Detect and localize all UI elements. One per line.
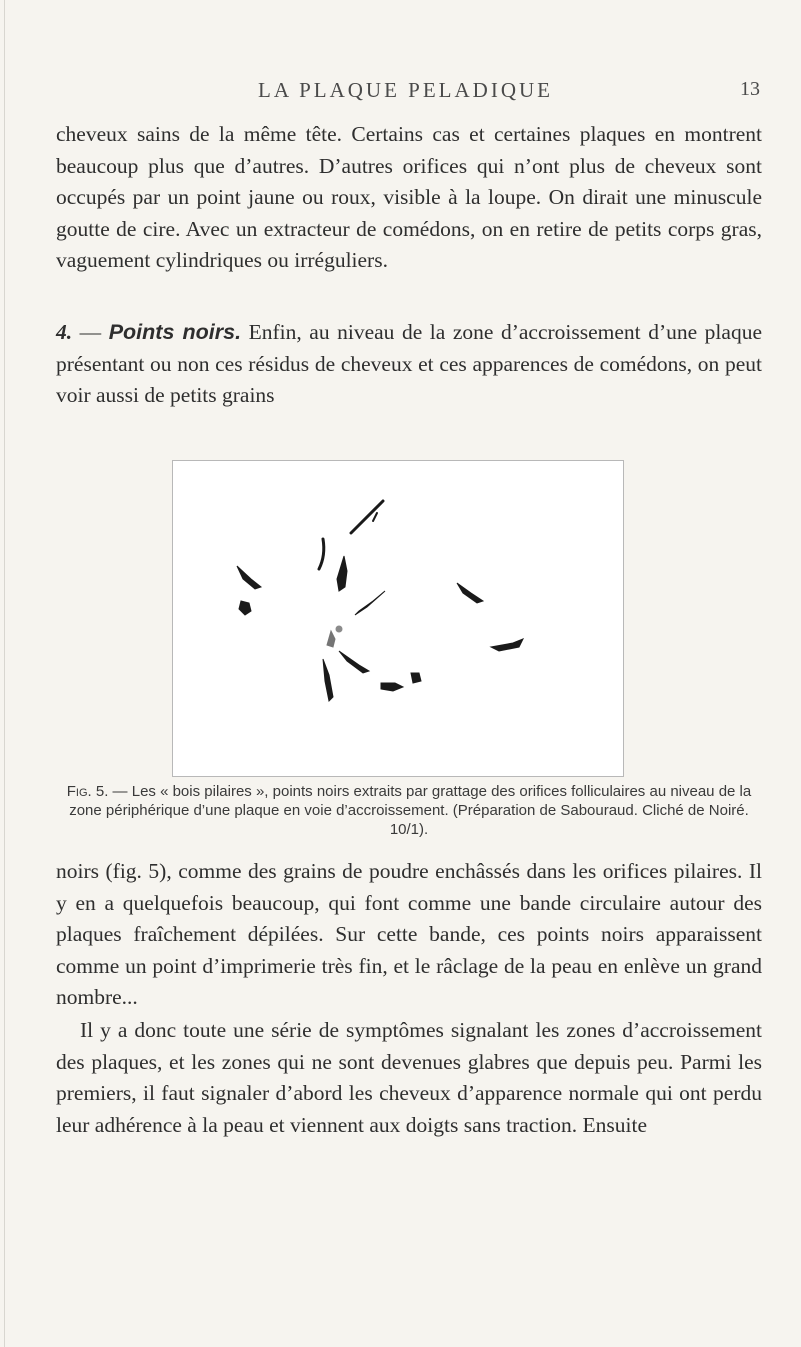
hair-fragment bbox=[339, 651, 369, 673]
hair-fragment bbox=[337, 556, 347, 591]
section-number: 4. bbox=[56, 320, 73, 344]
paragraph-1: cheveux sains de la même tête. Certains cas et certaines plaques en montrent beaucoup plus que d’autres. D’autres orifices qui n’ont plus de cheveux sont occupés par un point jaune ou roux, visible à la loupe. On dirait une minuscule goutte de cire. Avec un extracteur de comédons, on en retire de petits corps gras, vaguement cylindriques ou irréguliers. bbox=[56, 122, 762, 272]
section-points-noirs bbox=[56, 317, 762, 412]
hair-fragment bbox=[351, 501, 383, 533]
page-margin-line bbox=[4, 0, 5, 1347]
hair-fragment bbox=[323, 659, 333, 701]
paragraph-4: Il y a donc toute une série de symptômes signalant les zones d’accroissement des plaques, et les zones qui ne sont devenues glabres que depuis peu. Parmi les premiers, il faut signaler d’abord les cheveux d’apparence normale qui ont perdu leur adhérence à la peau et viennent aux doigts sans traction. Ensuite bbox=[56, 1018, 762, 1137]
running-title: LA PLAQUE PELADIQUE bbox=[258, 78, 553, 102]
figure-caption-text: — Les « bois pilaires », points noirs extraits par grattage des orifices folliculaires au niveau de la zone périphérique d’une plaque en voie d’accroissement. (Préparation de Sabouraud. Cliché de Noiré. 10/1). bbox=[69, 783, 752, 838]
hair-fragment bbox=[373, 513, 377, 521]
hair-fragment bbox=[411, 673, 421, 683]
figure-caption bbox=[56, 782, 762, 839]
hair-fragment bbox=[355, 591, 385, 615]
hair-fragment bbox=[336, 626, 342, 632]
hair-fragment bbox=[237, 566, 261, 589]
page-header bbox=[0, 78, 801, 108]
hair-fragment bbox=[381, 683, 403, 691]
page-number: 13 bbox=[740, 78, 760, 100]
section-title: Points noirs. bbox=[108, 320, 242, 344]
section-text: Enfin, au niveau de la zone d’accroissement d’une plaque présentant ou non ces résidus de cheveux et ces apparences de comédons, on peut voir aussi de petits grains bbox=[56, 320, 762, 407]
hair-fragment bbox=[327, 631, 335, 647]
hair-fragment bbox=[319, 539, 324, 569]
paragraph-3: noirs (fig. 5), comme des grains de poudre enchâssés dans les orifices pilaires. Il y en a quelquefois beaucoup, qui font comme une bande circulaire autour des plaques fraîchement dépilées. Sur cette bande, ces points noirs apparaissent comme un point d’imprimerie très fin, et le râclage de la peau en enlève un grand nombre... bbox=[56, 859, 762, 1009]
hair-fragment bbox=[491, 639, 523, 651]
section-dash: — bbox=[72, 320, 109, 344]
hair-fragment bbox=[239, 601, 251, 615]
figure-label: Fig. 5. bbox=[66, 783, 109, 800]
hair-fragment bbox=[457, 583, 483, 603]
hair-fragments-illustration bbox=[173, 461, 623, 776]
figure-5-photograph bbox=[172, 460, 624, 777]
